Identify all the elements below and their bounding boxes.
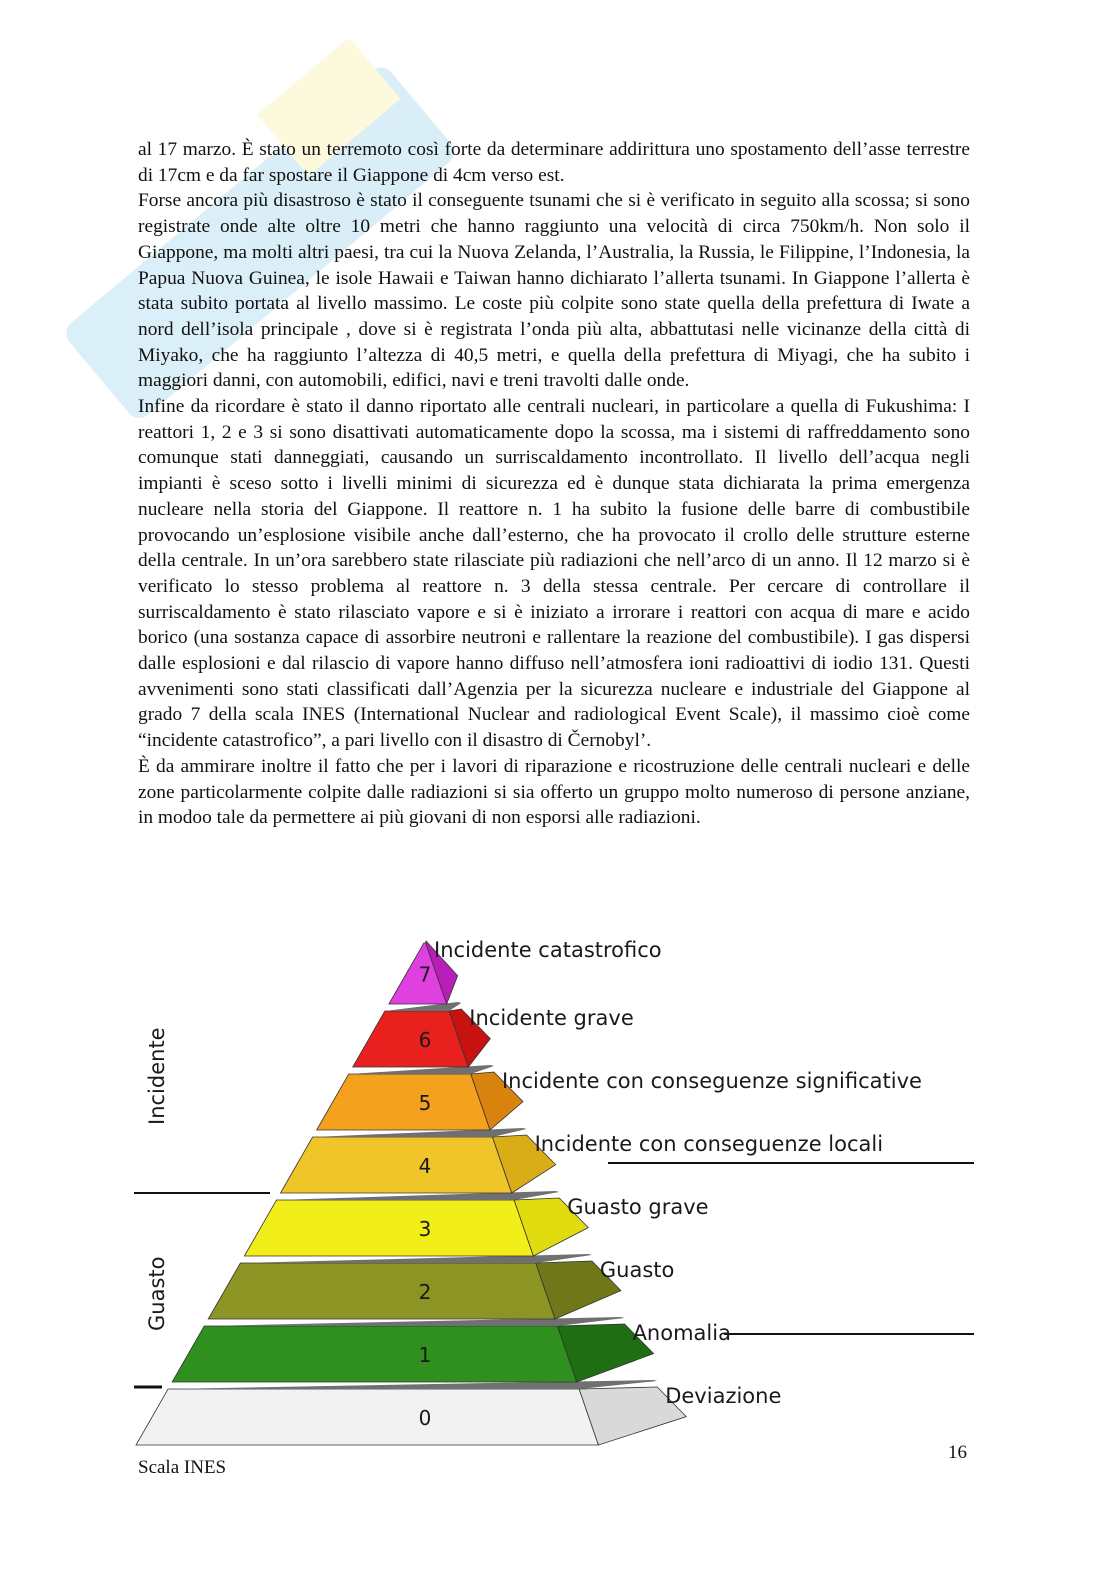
level-label-0: Deviazione — [665, 1384, 782, 1408]
level-number-1: 1 — [418, 1343, 432, 1367]
level-label-7: Incidente catastrofico — [434, 938, 662, 962]
pyramid-tier-0 — [136, 1389, 598, 1445]
paragraph: al 17 marzo. È stato un terremoto così forte da determinare addirittura uno spostamento dell’asse terrestre di 17cm e da far spostare il Giappone di 4cm verso est. — [138, 139, 970, 186]
body-text — [138, 137, 970, 831]
pyramid-tier-5 — [317, 1074, 490, 1130]
level-number-6: 6 — [418, 1028, 432, 1052]
page-number: 16 — [948, 1442, 967, 1463]
side-label-incidente: Incidente — [145, 1027, 169, 1125]
level-number-7: 7 — [418, 962, 432, 987]
level-number-0: 0 — [418, 1406, 432, 1430]
level-number-2: 2 — [418, 1280, 432, 1304]
pyramid-tier-4 — [281, 1137, 512, 1193]
level-number-5: 5 — [418, 1091, 432, 1115]
ines-pyramid — [128, 935, 988, 1460]
side-label-guasto: Guasto — [145, 1256, 169, 1331]
figure-caption: Scala INES — [138, 1457, 227, 1478]
pyramid-tier-6 — [353, 1011, 469, 1067]
level-number-4: 4 — [418, 1154, 432, 1178]
level-label-4: Incidente con conseguenze locali — [534, 1132, 884, 1156]
level-label-3: Guasto grave — [567, 1195, 709, 1219]
level-label-5: Incidente con conseguenze significative — [501, 1069, 922, 1093]
level-label-2: Guasto — [599, 1258, 675, 1282]
level-label-6: Incidente grave — [469, 1006, 634, 1030]
paragraph: Forse ancora più disastroso è stato il conseguente tsunami che si è verificato in seguito alla scossa; si sono registrate onde alte oltre 10 metri che hanno raggiunto una velocità di circa 750km/h. Non solo il Giappone, ma molti altri paesi, tra cui la Nuova Zelanda, l’Australia, la Russia, le Filippine, l’Indonesia, la Papua Nuova Guinea, le isole Hawaii e Taiwan hanno dichiarato l’allerta tsunami. In Giappone l’allerta è stata subito portata al livello massimo. Le coste più colpite sono state quella della prefettura di Iwate a nord dell’isola principale , dove si è registrata l’onda più alta, abbattutasi nelle vicinanze della città di Miyako, che ha raggiunto l’altezza di 40,5 metri, e quella della prefettura di Miyagi, che ha subito i maggiori danni, con automobili, edifici, navi e treni travolti dalle onde. — [138, 190, 970, 392]
pyramid-tier-2 — [208, 1263, 555, 1319]
level-number-3: 3 — [418, 1217, 432, 1241]
level-label-1: Anomalia — [632, 1321, 731, 1345]
paragraph: Infine da ricordare è stato il danno riportato alle centrali nucleari, in particolare a quella di Fukushima: I reattori 1, 2 e 3 si sono disattivati automaticamente dopo la scossa, ma i sistemi di raffreddamento sono comunque stati danneggiati, causando un surriscaldamento incontrollato. Il livello dell’acqua negli impianti è sceso sotto i livelli minimi di sicurezza ed è dunque stata dichiarata la prima emergenza nucleare nella storia del Giappone. Il reattore n. 1 ha subito la fusione delle barre di combustibile provocando un’esplosione visibile anche dall’esterno, che ha provocato il crollo delle strutture esterne della centrale. In un’ora sarebbero state rilasciate più radiazioni che nell’arco di un anno. Il 12 marzo si è verificato lo stesso problema al reattore n. 3 della stessa centrale. Per cercare di controllare il surriscaldamento è stato rilasciato vapore e si è iniziato a irrorare i reattori con acqua di mare e acido borico (una sostanza capace di assorbire neutroni e rallentare la reazione del combustibile). I gas dispersi dalle esplosioni e dal rilascio di vapore hanno diffuso nell’atmosfera ioni radioattivi di iodio 131. Questi avvenimenti sono stati classificati dall’Agenzia per la sicurezza nucleare e industriale del Giappone al grado 7 della scala INES (International Nuclear and radiological Event Scale), il massimo cioè come “incidente catastrofico”, a pari livello con il disastro di Černobyl’. — [138, 396, 970, 752]
pyramid-tier-1 — [172, 1326, 577, 1382]
pyramid-tier-3 — [244, 1200, 533, 1256]
paragraph: È da ammirare inoltre il fatto che per i lavori di riparazione e ricostruzione delle centrali nucleari e delle zone particolarmente colpite dalle radiazioni si sia offerto un gruppo molto numeroso di persone anziane, in modoo tale da permettere ai più giovani di non esporsi alle radiazioni. — [138, 755, 970, 829]
